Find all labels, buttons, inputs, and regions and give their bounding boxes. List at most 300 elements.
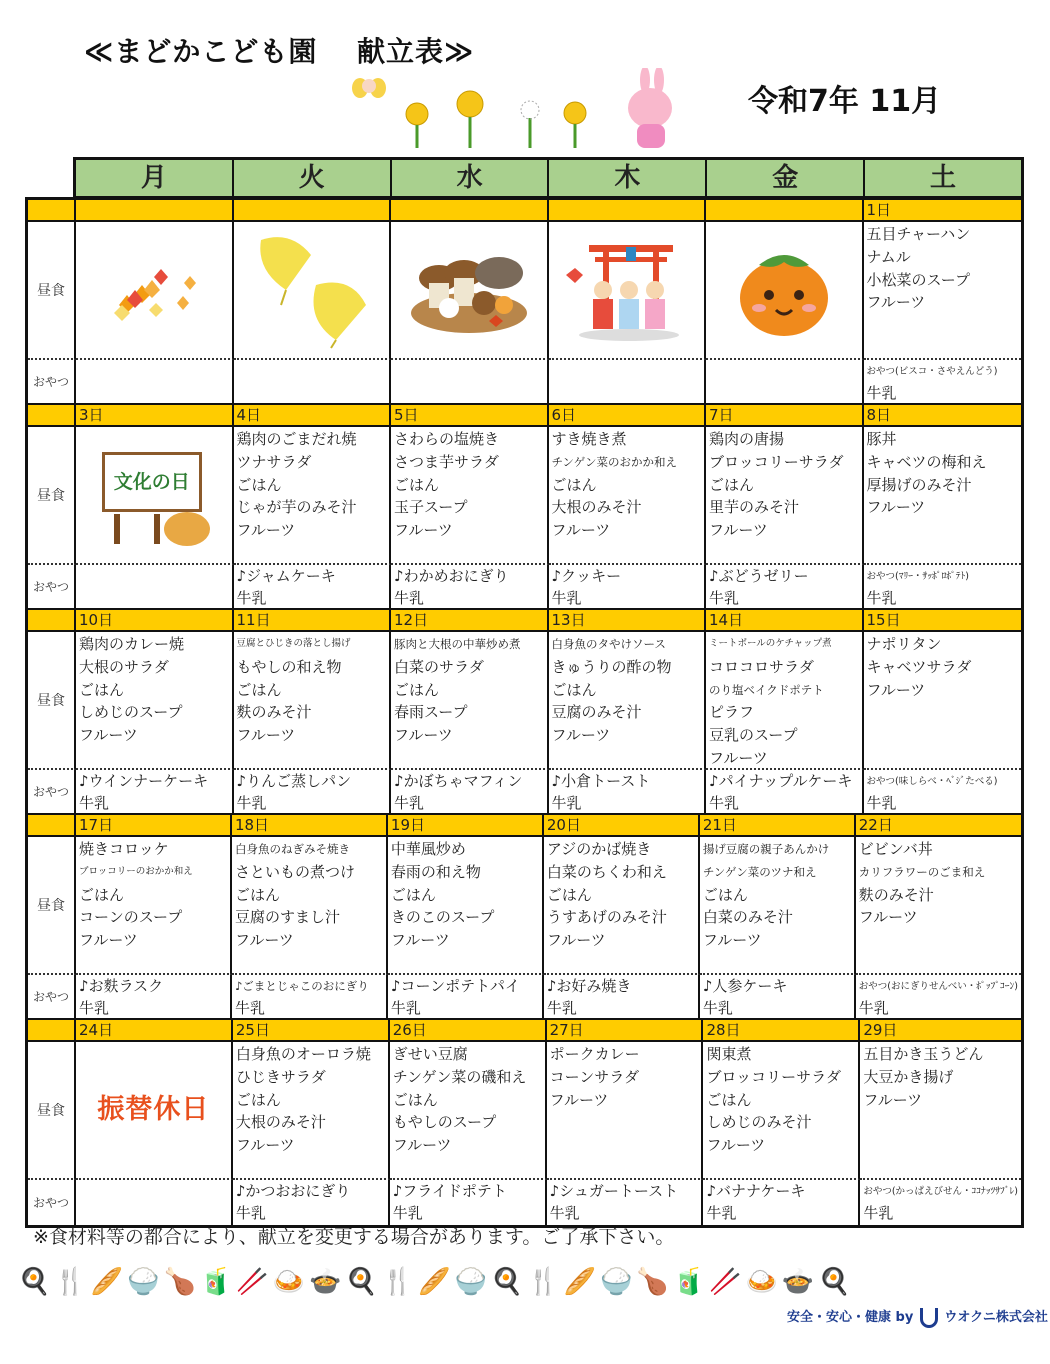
lunch-item: 春雨の和え物 [390, 862, 481, 881]
lunch-item: 鶏肉のカレー焼 [79, 635, 185, 653]
lunch-item: フルーツ [79, 726, 138, 745]
snack-cell [388, 975, 544, 1020]
date-cell: 5日 [391, 405, 549, 427]
food-icon: 🍗 [636, 1267, 669, 1297]
date-cell: 8日 [864, 405, 1022, 427]
snack-cell [860, 1180, 1021, 1225]
date-cell: 20日 [544, 815, 700, 837]
culture-day-text: 文化の日 [113, 470, 190, 493]
food-icon: 🍛 [272, 1267, 305, 1297]
snack-item: ♪ぶどうゼリー [709, 567, 809, 585]
snack-item: 牛乳 [551, 588, 582, 607]
food-icon: 🥢 [709, 1267, 742, 1297]
lunch-item: チンゲン菜のツナ和え [702, 864, 817, 879]
lunch-item: ぎせい豆腐 [392, 1045, 468, 1063]
lunch-item: フルーツ [706, 1136, 766, 1155]
snack-cell [703, 1180, 860, 1225]
lunch-item: ナムル [866, 247, 911, 266]
food-icon: 🍚 [127, 1267, 160, 1297]
lunch-item: ビビンバ丼 [858, 840, 933, 858]
food-icon: 🍴 [381, 1267, 415, 1297]
lunch-item: 豆腐のすまし汁 [234, 908, 340, 927]
persimmon-icon [706, 222, 862, 358]
lunch-item: 焼きコロッケ [79, 840, 169, 858]
lunch-cell [234, 222, 392, 360]
date-cell: 17日 [76, 815, 232, 837]
food-icon: 🥖 [418, 1267, 451, 1297]
snack-item: 牛乳 [234, 998, 265, 1017]
lunch-item: ごはん [394, 680, 440, 699]
lunch-cell [390, 1042, 547, 1180]
lunch-item: 中華風炒め [390, 840, 466, 858]
lunch-item: 玉子スープ [394, 498, 468, 517]
lunch-item: ごはん [706, 1090, 752, 1109]
date-cell: 22日 [856, 815, 1021, 837]
lunch-item: ごはん [236, 475, 282, 494]
snack-item: ♪かつおおにぎり [235, 1182, 351, 1200]
lunch-cell [864, 427, 1022, 565]
snack-item: 牛乳 [866, 383, 897, 402]
lunch-item: フルーツ [394, 726, 453, 745]
lunch-item: ごはん [546, 885, 592, 904]
weekday-thu: 木 [549, 160, 707, 196]
lunch-item: フルーツ [392, 1136, 452, 1155]
lunch-item: 五目チャーハン [866, 225, 971, 243]
lunch-item: ごはん [702, 885, 748, 904]
date-cell: 15日 [864, 610, 1022, 632]
date-cell: 3日 [76, 405, 234, 427]
weekday-tue: 火 [234, 160, 392, 196]
lunch-label: 昼食 [28, 1042, 76, 1180]
lunch-cell [864, 222, 1022, 360]
lunch-item: ブロッコリーサラダ [709, 452, 844, 471]
food-icon: 🍴 [527, 1267, 560, 1297]
lunch-item: フルーツ [549, 1090, 609, 1109]
lunch-cell [549, 222, 707, 360]
lunch-item: 白身魚のオーロラ焼 [235, 1045, 371, 1063]
lunch-item: 大根のみそ汁 [235, 1113, 326, 1132]
food-icon: 🍲 [781, 1267, 815, 1297]
snack-item: ♪バナナケーキ [706, 1182, 806, 1200]
lunch-cell [864, 632, 1022, 770]
lunch-item: フルーツ [702, 931, 762, 950]
snack-item: 牛乳 [709, 793, 740, 812]
lunch-item: キャベツの梅和え [866, 452, 987, 471]
snack-label: おやつ [28, 1180, 76, 1225]
lunch-cell [706, 632, 864, 770]
uokuni-logo-icon [920, 1308, 938, 1328]
date-cell: 6日 [549, 405, 707, 427]
snack-item: 牛乳 [709, 588, 740, 607]
date-cell: 24日 [76, 1020, 233, 1042]
change-notice: ※食材料等の都合により、献立を変更する場合があります。ご了承下さい。 [33, 1226, 675, 1248]
lunch-cell [76, 1042, 233, 1180]
page-title: ≪まどかこども園 献立表≫ [84, 35, 475, 68]
lunch-cell [76, 837, 232, 975]
lunch-item: さといもの煮つけ [234, 862, 355, 881]
lunch-cell [700, 837, 856, 975]
date-cell: 13日 [549, 610, 707, 632]
lunch-item: コロコロサラダ [709, 657, 814, 676]
lunch-item: うすあげのみそ汁 [546, 908, 667, 927]
snack-cell [547, 1180, 704, 1225]
date-cell: 25日 [233, 1020, 390, 1042]
lunch-label: 昼食 [28, 837, 76, 975]
date-cell [706, 200, 864, 222]
lunch-item: 麩のみそ汁 [236, 703, 312, 722]
holiday-text: 振替休日 [97, 1093, 210, 1125]
lunch-item: 麩のみそ汁 [858, 885, 934, 904]
snack-cell [864, 770, 1022, 815]
snack-cell [864, 360, 1022, 405]
culture-day-icon [76, 427, 232, 563]
lunch-item: フルーツ [551, 726, 611, 745]
lunch-item: 白菜のみそ汁 [702, 908, 793, 927]
lunch-item: 大根のみそ汁 [551, 498, 642, 517]
lunch-item: 白身魚のタやけソース [551, 637, 666, 651]
snack-item: ♪お麩ラスク [79, 977, 164, 995]
food-icon: 🍳 [818, 1267, 851, 1297]
lunch-item: 豚肉と大根の中華炒め煮 [394, 637, 521, 651]
food-icon: 🧃 [199, 1267, 233, 1297]
snack-item: 牛乳 [549, 1203, 580, 1222]
snack-cell [76, 770, 234, 815]
date-cell: 21日 [700, 815, 856, 837]
snack-item: ♪ウインナーケーキ [79, 772, 209, 790]
snack-cell [233, 1180, 390, 1225]
snack-item: ♪シュガートースト [549, 1182, 679, 1200]
dandelion-bunny-illustration [345, 68, 685, 154]
snack-cell [706, 360, 864, 405]
food-icon: 🍳 [490, 1267, 524, 1297]
lunch-item: フルーツ [866, 293, 926, 312]
lunch-item: ツナサラダ [236, 452, 312, 471]
snack-item: 牛乳 [866, 793, 897, 812]
lunch-item: フルーツ [709, 748, 768, 767]
snack-cell [76, 565, 234, 610]
food-icon: 🍲 [309, 1267, 342, 1297]
date-cell [234, 200, 392, 222]
lunch-item: カリフラワーのごま和え [858, 864, 986, 879]
lunch-item: 豚丼 [866, 430, 897, 448]
lunch-item: チンゲン菜の磯和え [392, 1067, 527, 1086]
lunch-item: フルーツ [546, 931, 606, 950]
mushroom-basket-icon [391, 222, 547, 358]
snack-item: ♪わかめおにぎり [394, 567, 509, 585]
lunch-item: フルーツ [236, 726, 296, 745]
snack-cell [391, 770, 549, 815]
snack-item: ♪りんご蒸しパン [236, 772, 352, 790]
snack-cell [390, 1180, 547, 1225]
snack-item: ♪クッキー [551, 567, 622, 585]
snack-item: 牛乳 [79, 793, 110, 812]
food-icon: 🍗 [163, 1267, 196, 1297]
snack-item: 牛乳 [702, 998, 733, 1017]
calendar-body [25, 197, 1024, 1228]
snack-item: ♪小倉トースト [551, 772, 651, 790]
lunch-item: ごはん [79, 885, 125, 904]
lunch-item: ごはん [551, 475, 597, 494]
food-icon: 🍛 [745, 1267, 778, 1297]
lunch-cell [76, 427, 234, 565]
lunch-item: 鶏肉のごまだれ焼 [236, 430, 357, 448]
snack-item: ♪パイナップルケーキ [709, 772, 853, 790]
date-cell: 7日 [706, 405, 864, 427]
substitute-holiday-icon [76, 1042, 231, 1178]
food-illustration-strip [18, 1262, 1008, 1302]
credit-slogan: 安全・安心・健康 by [787, 1310, 914, 1325]
lunch-cell [544, 837, 700, 975]
food-icon: 🍚 [454, 1267, 487, 1297]
snack-cell [234, 360, 392, 405]
snack-cell [544, 975, 700, 1020]
lunch-cell [706, 222, 864, 360]
snack-item: おやつ(ビスコ・さやえんどう) [866, 366, 998, 377]
lunch-item: 春雨スープ [394, 703, 468, 722]
lunch-item: ごはん [236, 680, 282, 699]
lunch-item: ナポリタン [866, 635, 942, 653]
lunch-item: 白身魚のねぎみそ焼き [234, 842, 350, 856]
lunch-item: チンゲン菜のおかか和え [551, 454, 677, 469]
snack-item: 牛乳 [394, 588, 425, 607]
date-cell: 19日 [388, 815, 544, 837]
lunch-label: 昼食 [28, 632, 76, 770]
lunch-item: 厚揚げのみそ汁 [866, 475, 972, 494]
lunch-cell [706, 427, 864, 565]
lunch-cell [549, 427, 707, 565]
lunch-item: しめじのみそ汁 [706, 1113, 812, 1132]
snack-item: おやつ(ﾏﾘｰ・ｻｯﾎﾟﾛﾎﾟﾃﾄ) [866, 571, 969, 582]
lunch-item: さつま芋サラダ [394, 452, 499, 471]
lunch-item: フルーツ [551, 521, 611, 540]
lunch-item: ごはん [392, 1090, 438, 1109]
lunch-item: ブロッコリーのおかか和え [79, 865, 193, 877]
snack-cell [76, 360, 234, 405]
lunch-item: じゃが芋のみそ汁 [236, 498, 357, 517]
snack-item: おやつ(おにぎりせんべい・ﾎﾟｯﾌﾟｺｰﾝ) [858, 981, 1018, 992]
lunch-item: キャベツサラダ [866, 657, 972, 676]
shichi-go-san-icon [549, 222, 705, 358]
lunch-item: フルーツ [858, 908, 918, 927]
food-icon: 🥖 [563, 1267, 596, 1297]
date-cell: 14日 [706, 610, 864, 632]
lunch-item: 白菜のちくわ和え [546, 862, 667, 881]
food-icon: 🥖 [90, 1267, 124, 1297]
lunch-cell [76, 222, 234, 360]
week-4 [28, 815, 1021, 1020]
snack-item: 牛乳 [392, 1203, 423, 1222]
weekday-fri: 金 [707, 160, 865, 196]
week-5 [28, 1020, 1021, 1225]
lunch-item: ごはん [709, 475, 755, 494]
lunch-item: 関東煮 [706, 1045, 752, 1063]
snack-cell [700, 975, 856, 1020]
snack-cell [706, 565, 864, 610]
date-label-cell [28, 1020, 76, 1042]
snack-item: 牛乳 [235, 1203, 266, 1222]
snack-item: 牛乳 [863, 1203, 894, 1222]
snack-cell [549, 565, 707, 610]
lunch-item: ブロッコリーサラダ [706, 1067, 842, 1086]
weekday-sat: 土 [930, 163, 957, 193]
lunch-cell [856, 837, 1021, 975]
supplier-credit [787, 1306, 1048, 1328]
lunch-item: フルーツ [236, 521, 296, 540]
lunch-cell [76, 632, 234, 770]
date-label-cell [28, 200, 76, 222]
lunch-cell [703, 1042, 860, 1180]
lunch-item: 豆腐のみそ汁 [551, 703, 642, 722]
snack-item: ♪ジャムケーキ [236, 567, 336, 585]
snack-item: 牛乳 [236, 793, 267, 812]
date-cell: 28日 [703, 1020, 860, 1042]
snack-item: ♪フライドポテト [392, 1182, 507, 1200]
date-cell: 29日 [860, 1020, 1021, 1042]
date-cell [549, 200, 707, 222]
lunch-item: ごはん [234, 885, 280, 904]
lunch-cell [549, 632, 707, 770]
lunch-item: ごはん [79, 680, 125, 699]
lunch-item: フルーツ [866, 498, 926, 517]
snack-cell [234, 770, 392, 815]
snack-item: ♪コーンポテトパイ [390, 977, 520, 995]
date-cell [76, 200, 234, 222]
date-label-cell [28, 610, 76, 632]
lunch-item: 五目かき玉うどん [863, 1045, 984, 1063]
lunch-item: のり塩ベイクドポテト [709, 682, 824, 697]
lunch-item: フルーツ [390, 931, 450, 950]
week-3 [28, 610, 1021, 815]
snack-item: 牛乳 [236, 588, 267, 607]
lunch-item: 揚げ豆腐の親子あんかけ [702, 842, 830, 856]
weekday-header [73, 157, 1024, 198]
lunch-item: フルーツ [709, 521, 768, 540]
date-cell: 4日 [234, 405, 392, 427]
month-label: 令和7年 11月 [748, 84, 942, 119]
food-icon: 🧃 [672, 1267, 706, 1297]
date-cell: 1日 [864, 200, 1022, 222]
butterfly-icon [352, 78, 386, 98]
date-cell [391, 200, 549, 222]
lunch-item: きゅうりの酢の物 [551, 657, 672, 676]
lunch-item: フルーツ [79, 931, 138, 950]
weekday-mon: 月 [76, 160, 234, 196]
snack-label: おやつ [28, 975, 76, 1020]
snack-item: 牛乳 [551, 793, 582, 812]
bunny-icon [628, 68, 672, 148]
lunch-item: ひじきサラダ [235, 1067, 326, 1086]
snack-item: 牛乳 [390, 998, 421, 1017]
snack-cell [76, 1180, 233, 1225]
lunch-item: コーンのスープ [79, 908, 183, 927]
lunch-item: さわらの塩焼き [394, 430, 500, 448]
lunch-item: ミートボールのケチャップ煮 [709, 638, 832, 649]
credit-company: ウオクニ株式会社 [944, 1310, 1048, 1325]
food-icon: 🍚 [600, 1267, 633, 1297]
lunch-cell [233, 1042, 390, 1180]
snack-item: 牛乳 [706, 1203, 737, 1222]
lunch-cell [234, 632, 392, 770]
snack-item: ♪人参ケーキ [702, 977, 788, 995]
lunch-item: もやしのスープ [392, 1113, 497, 1132]
lunch-item: ごはん [235, 1090, 281, 1109]
ginkgo-leaves-icon [234, 222, 390, 358]
lunch-item: ごはん [390, 885, 436, 904]
snack-cell [864, 565, 1022, 610]
lunch-cell [232, 837, 388, 975]
lunch-cell [547, 1042, 704, 1180]
lunch-item: もやしの和え物 [236, 657, 342, 676]
snack-item: ♪ごまとじゃこのおにぎり [234, 979, 369, 993]
lunch-item: 豆腐とひじきの落とし揚げ [236, 638, 351, 649]
snack-cell [391, 565, 549, 610]
lunch-item: 大豆かき揚げ [863, 1067, 954, 1086]
lunch-item: すき焼き煮 [551, 430, 627, 448]
snack-item: 牛乳 [79, 998, 110, 1017]
lunch-cell [391, 222, 549, 360]
lunch-item: 里芋のみそ汁 [709, 498, 800, 517]
weekday-wed: 水 [392, 160, 550, 196]
lunch-item: アジのかば焼き [546, 840, 652, 858]
lunch-item: 豆乳のスープ [709, 726, 798, 745]
food-icon: 🍴 [54, 1267, 87, 1297]
snack-cell [234, 565, 392, 610]
lunch-label: 昼食 [28, 427, 76, 565]
lunch-cell [388, 837, 544, 975]
week-1 [28, 200, 1021, 405]
week-2 [28, 405, 1021, 610]
date-cell: 27日 [547, 1020, 704, 1042]
date-label-cell [28, 815, 76, 837]
snack-cell [549, 770, 707, 815]
snack-item: おやつ(味しらべ・ﾍﾞｼﾞたべる) [866, 776, 998, 787]
snack-item: 牛乳 [394, 793, 425, 812]
lunch-item: 小松菜のスープ [866, 270, 971, 289]
date-cell: 11日 [234, 610, 392, 632]
lunch-item: 白菜のサラダ [394, 657, 484, 676]
lunch-item: しめじのスープ [79, 703, 183, 722]
snack-item: ♪お好み焼き [546, 977, 632, 995]
date-cell: 10日 [76, 610, 234, 632]
snack-item: 牛乳 [866, 588, 897, 607]
lunch-item: フルーツ [394, 521, 453, 540]
snack-label: おやつ [28, 770, 76, 815]
autumn-leaves-icon [76, 222, 232, 358]
date-cell: 18日 [232, 815, 388, 837]
lunch-item: コーンサラダ [549, 1067, 640, 1086]
lunch-item: 大根のサラダ [79, 657, 169, 676]
date-label-cell [28, 405, 76, 427]
snack-cell [232, 975, 388, 1020]
lunch-cell [391, 427, 549, 565]
date-cell: 26日 [390, 1020, 547, 1042]
snack-item: おやつ(かっぱえびせん・ｺｺﾅｯﾂｻﾌﾞﾚ) [863, 1186, 1018, 1197]
lunch-item: ポークカレー [549, 1045, 640, 1063]
lunch-cell [234, 427, 392, 565]
lunch-item: フルーツ [234, 931, 294, 950]
snack-cell [706, 770, 864, 815]
food-icon: 🍳 [18, 1267, 51, 1297]
food-icon: 🍳 [345, 1267, 378, 1297]
lunch-item: フルーツ [863, 1090, 923, 1109]
snack-cell [391, 360, 549, 405]
lunch-item: フルーツ [866, 680, 926, 699]
lunch-item: ごはん [551, 680, 597, 699]
lunch-label: 昼食 [28, 222, 76, 360]
lunch-item: ピラフ [709, 703, 755, 722]
lunch-item: フルーツ [235, 1136, 295, 1155]
lunch-item: 鶏肉の唐揚 [709, 430, 785, 448]
